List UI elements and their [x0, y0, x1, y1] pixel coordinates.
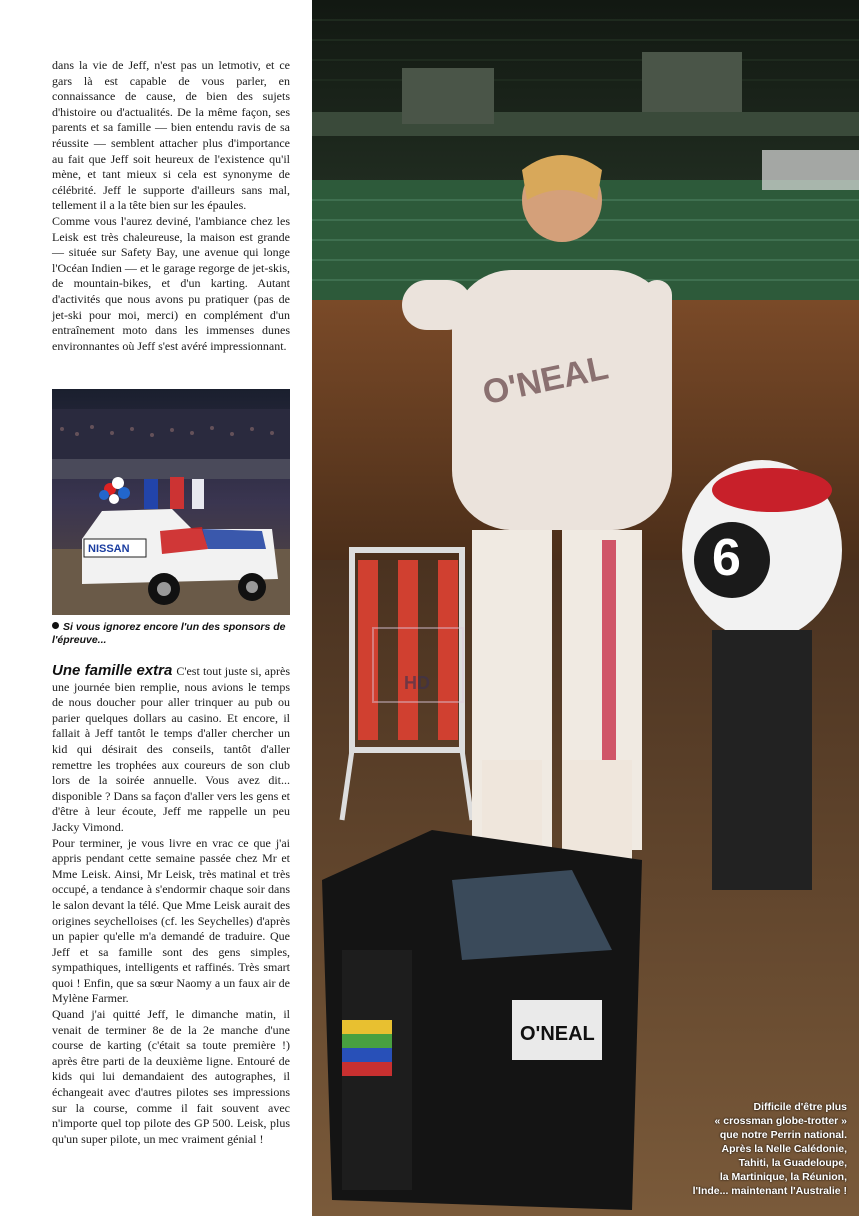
caption-line: Tahiti, la Guadeloupe, [738, 1157, 847, 1169]
bullet-icon [52, 622, 59, 629]
caption-line: que notre Perrin national. [719, 1129, 847, 1141]
caption-line: « crossman globe-trotter » [714, 1115, 847, 1127]
caption-line: Après la Nelle Calédonie, [721, 1143, 847, 1155]
bike-number: 6 [712, 529, 741, 587]
main-photo [312, 0, 859, 1216]
article-paragraph: Comme vous l'aurez deviné, l'ambiance chez les Leisk est très chaleureuse, la maison est grande — située sur Safety Bay, une avenue qui longe l'Océan Indien — et le garage regorge de jet-skis, de mountain-bikes, et d'un karting. Autant d'activités que nous avons pu pratiquer (pas de jet-ski pour moi, merci) en complément d'un entraînement moto dans les immenses dunes environnantes où Jeff s'est avéré impressionnant. [52, 213, 290, 353]
article-paragraph: dans la vie de Jeff, n'est pas un letmotiv, et ce gars là est capable de vous parler, en connaissance de cause, de bien des sujets d'histoire ou d'actualités. De la même façon, ses parents et sa famille — bien entendu ravis de sa réussite — semblent attacher plus d'importance au fait que Jeff soit heureux de l'existence qu'il mène, et tant mieux si cela est synonyme de célébrité. Jeff le supporte d'ailleurs sans mal, tellement il a la tête bien sur les épaules. [52, 58, 290, 213]
photo-caption [677, 1100, 847, 1198]
inset-caption-text: Si vous ignorez encore l'un des sponsors de l'épreuve... [52, 621, 286, 646]
article-paragraph-text: C'est tout juste si, après une journée bien remplie, nous avions le temps de nous doucher pour aller trinquer au pub ou parier quelques dollars au casino. Et encore, il fallait à Jeff tantôt le temps d'aller chercher un kid qui désirait des conseils, tantôt d'aller remettre les trophées aux coureurs de son club lors de la soirée annuelle. Vous avez dit... disponible ? Dans sa façon d'aller vers les gens et d'être à leur écoute, Jeff me rappelle un peu Jacky Vimond. [52, 664, 290, 834]
inset-photo [52, 389, 290, 615]
article-paragraph: Quand j'ai quitté Jeff, le dimanche matin, il venait de terminer 8e de la 2e manche d'une course de karting (c'était sa toute première !) après être parti de la deuxième ligne. Entouré de kids qui lui demandaient des autographes, il échangeait avec d'autres pilotes ses impressions sur la course, comme il fait souvent avec n'importe quel top pilote des GP 500. Leisk, plus qu'un super pilote, un mec vraiment génial ! [52, 1007, 290, 1146]
caption-line: l'Inde... maintenant l'Australie ! [692, 1185, 847, 1197]
sweater-logo: O'NEAL [479, 348, 612, 413]
caption-line: Difficile d'être plus [753, 1101, 847, 1113]
bag-logo: O'NEAL [520, 1023, 595, 1045]
article-column-top [52, 58, 290, 354]
watermark-stamp [372, 627, 464, 703]
article-column-bottom [52, 663, 290, 1147]
article-paragraph [52, 663, 290, 836]
inset-caption [52, 621, 292, 647]
article-paragraph: Pour terminer, je vous livre en vrac ce que j'ai appris pendant cette semaine passée chez Mr et Mme Leisk. Ainsi, Mr Leisk, très matinal et très occupé, a tendance à s'endormir chaque soir dans le salon devant la télé. Que Mme Leisk aurait des origines seychelloises (cf. les Seychelles) d'après un papier qu'elle m'a demandé de traduire. Que Jeff et sa famille sont des gens simples, sympathiques, intelligents et raffinés. Très smart quoi ! Enfin, que sa sœur Naomy a un faux air de Mylène Farmer. [52, 835, 290, 1006]
truck-logo: NISSAN [88, 543, 130, 555]
section-subhead: Une famille extra [52, 662, 173, 679]
watermark-text: HD [404, 673, 430, 693]
caption-line: la Martinique, la Réunion, [719, 1171, 847, 1183]
